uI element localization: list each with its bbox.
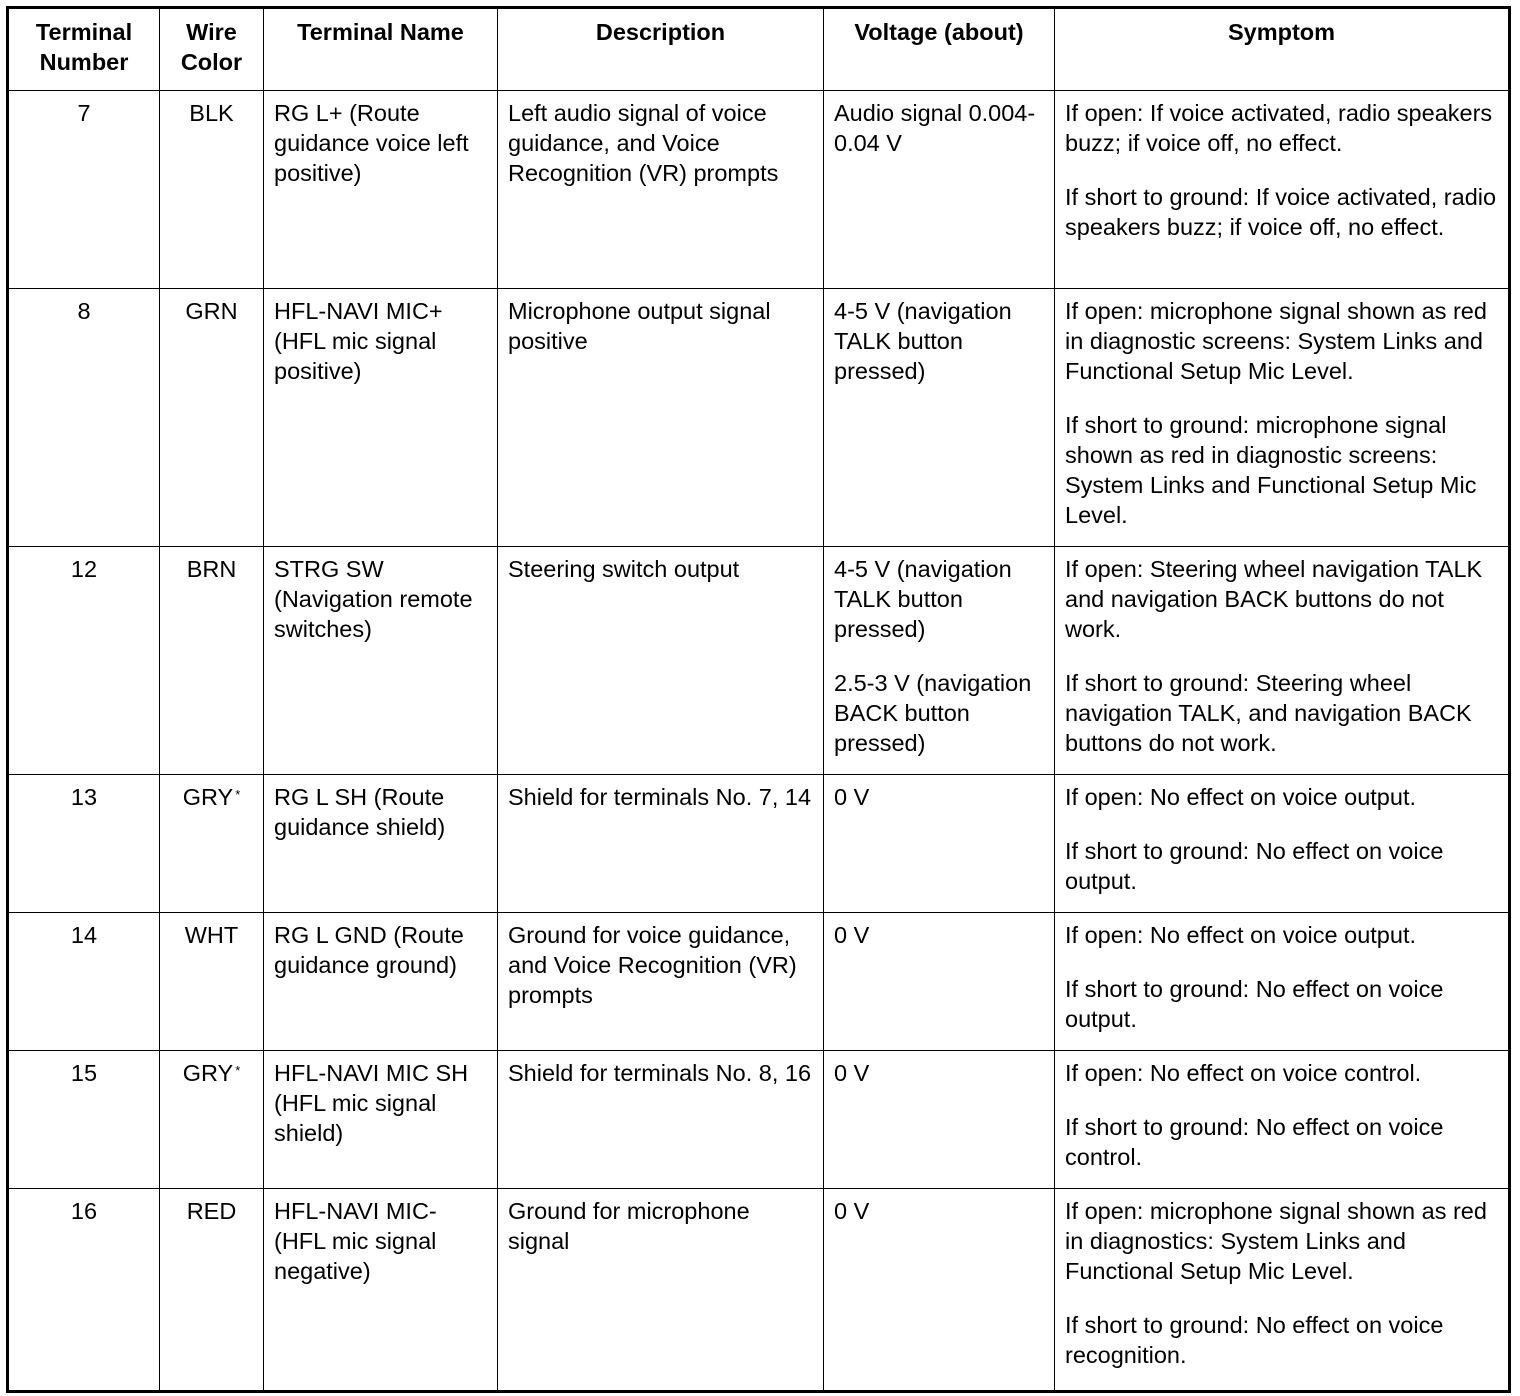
symptom-short: If short to ground: No effect on voice output.	[1065, 976, 1444, 1032]
wire-color-cell	[160, 1189, 264, 1392]
table-row	[8, 91, 1510, 289]
symptom-open: If open: microphone signal shown as red in diagnostics: System Links and Functional Setup Mic Level.	[1065, 1198, 1487, 1284]
symptom-open: If open: No effect on voice output.	[1065, 784, 1416, 810]
symptom-cell	[1055, 547, 1510, 775]
voltage-cell	[824, 1189, 1055, 1392]
symptom-open: If open: Steering wheel navigation TALK and navigation BACK buttons do not work.	[1065, 556, 1483, 642]
voltage-value: 0 V	[834, 922, 870, 948]
description-cell: Microphone output signal positive	[498, 289, 824, 547]
symptom-cell	[1055, 289, 1510, 547]
terminal-number-cell: 8	[8, 289, 160, 547]
terminal-number-cell: 13	[8, 775, 160, 913]
table-row	[8, 1051, 1510, 1189]
terminal-number-cell: 16	[8, 1189, 160, 1392]
terminal-name-cell: HFL-NAVI MIC+ (HFL mic signal positive)	[264, 289, 498, 547]
header-description: Description	[498, 8, 824, 91]
voltage-value: 0 V	[834, 1198, 870, 1224]
terminal-name-cell: RG L GND (Route guidance ground)	[264, 913, 498, 1051]
description-cell: Ground for voice guidance, and Voice Recognition (VR) prompts	[498, 913, 824, 1051]
voltage-cell	[824, 289, 1055, 547]
terminal-name-cell: STRG SW (Navigation remote switches)	[264, 547, 498, 775]
symptom-short: If short to ground: No effect on voice output.	[1065, 838, 1444, 894]
voltage-cell	[824, 775, 1055, 913]
voltage-cell	[824, 91, 1055, 289]
description-cell: Shield for terminals No. 7, 14	[498, 775, 824, 913]
symptom-short: If short to ground: microphone signal shown as red in diagnostic screens: System Links and Functional Setup Mic Level.	[1065, 412, 1477, 528]
wire-color-label: BLK	[189, 100, 234, 126]
wire-color-cell	[160, 91, 264, 289]
symptom-open: If open: If voice activated, radio speakers buzz; if voice off, no effect.	[1065, 100, 1493, 156]
footnote-mark: *	[235, 1063, 241, 1078]
symptom-cell	[1055, 1189, 1510, 1392]
symptom-cell	[1055, 775, 1510, 913]
terminal-name-cell: HFL-NAVI MIC- (HFL mic signal negative)	[264, 1189, 498, 1392]
table-row	[8, 913, 1510, 1051]
voltage-value: Audio signal 0.004-0.04 V	[834, 100, 1036, 156]
table-body	[8, 91, 1510, 1392]
symptom-open: If open: No effect on voice output.	[1065, 922, 1416, 948]
symptom-short: If short to ground: No effect on voice recognition.	[1065, 1312, 1444, 1368]
terminal-name-cell: HFL-NAVI MIC SH (HFL mic signal shield)	[264, 1051, 498, 1189]
voltage-value: 4-5 V (navigation TALK button pressed)	[834, 556, 1012, 642]
wire-color-label: GRY	[182, 784, 234, 810]
symptom-cell	[1055, 91, 1510, 289]
wire-color-label: GRN	[185, 298, 238, 324]
header-row	[8, 8, 1510, 91]
wire-color-label: WHT	[184, 922, 239, 948]
terminal-number-cell: 12	[8, 547, 160, 775]
wire-color-cell	[160, 775, 264, 913]
header-voltage: Voltage (about)	[824, 8, 1055, 91]
wire-color-label: BRN	[186, 556, 237, 582]
description-cell: Ground for microphone signal	[498, 1189, 824, 1392]
symptom-open: If open: No effect on voice control.	[1065, 1060, 1422, 1086]
wire-color-cell	[160, 1051, 264, 1189]
symptom-short: If short to ground: Steering wheel navigation TALK, and navigation BACK buttons do not work.	[1065, 670, 1472, 756]
footnote-mark: *	[235, 787, 241, 802]
voltage-value: 0 V	[834, 1060, 870, 1086]
wire-color-cell	[160, 289, 264, 547]
description-cell: Shield for terminals No. 8, 16	[498, 1051, 824, 1189]
voltage-value: 2.5-3 V (navigation BACK button pressed)	[834, 670, 1032, 756]
voltage-value: 0 V	[834, 784, 870, 810]
voltage-cell	[824, 547, 1055, 775]
terminal-number-cell: 15	[8, 1051, 160, 1189]
wire-color-cell	[160, 547, 264, 775]
table-row	[8, 775, 1510, 913]
table-row	[8, 1189, 1510, 1392]
description-cell: Left audio signal of voice guidance, and Voice Recognition (VR) prompts	[498, 91, 824, 289]
header-terminal-name: Terminal Name	[264, 8, 498, 91]
symptom-short: If short to ground: If voice activated, radio speakers buzz; if voice off, no effect.	[1065, 184, 1497, 240]
wire-color-label: GRY	[182, 1060, 234, 1086]
table-row	[8, 289, 1510, 547]
terminal-name-cell: RG L+ (Route guidance voice left positive)	[264, 91, 498, 289]
terminal-number-cell: 14	[8, 913, 160, 1051]
header-symptom: Symptom	[1055, 8, 1510, 91]
terminal-table	[6, 6, 1511, 1393]
terminal-number-cell: 7	[8, 91, 160, 289]
wire-color-label: RED	[186, 1198, 237, 1224]
symptom-short: If short to ground: No effect on voice control.	[1065, 1114, 1444, 1170]
header-wire-color: Wire Color	[160, 8, 264, 91]
voltage-cell	[824, 1051, 1055, 1189]
wire-color-cell	[160, 913, 264, 1051]
voltage-value: 4-5 V (navigation TALK button pressed)	[834, 298, 1012, 384]
terminal-name-cell: RG L SH (Route guidance shield)	[264, 775, 498, 913]
symptom-cell	[1055, 913, 1510, 1051]
table-row	[8, 547, 1510, 775]
symptom-cell	[1055, 1051, 1510, 1189]
description-cell: Steering switch output	[498, 547, 824, 775]
symptom-open: If open: microphone signal shown as red in diagnostic screens: System Links and Functional Setup Mic Level.	[1065, 298, 1487, 384]
header-terminal-number: Terminal Number	[8, 8, 160, 91]
voltage-cell	[824, 913, 1055, 1051]
